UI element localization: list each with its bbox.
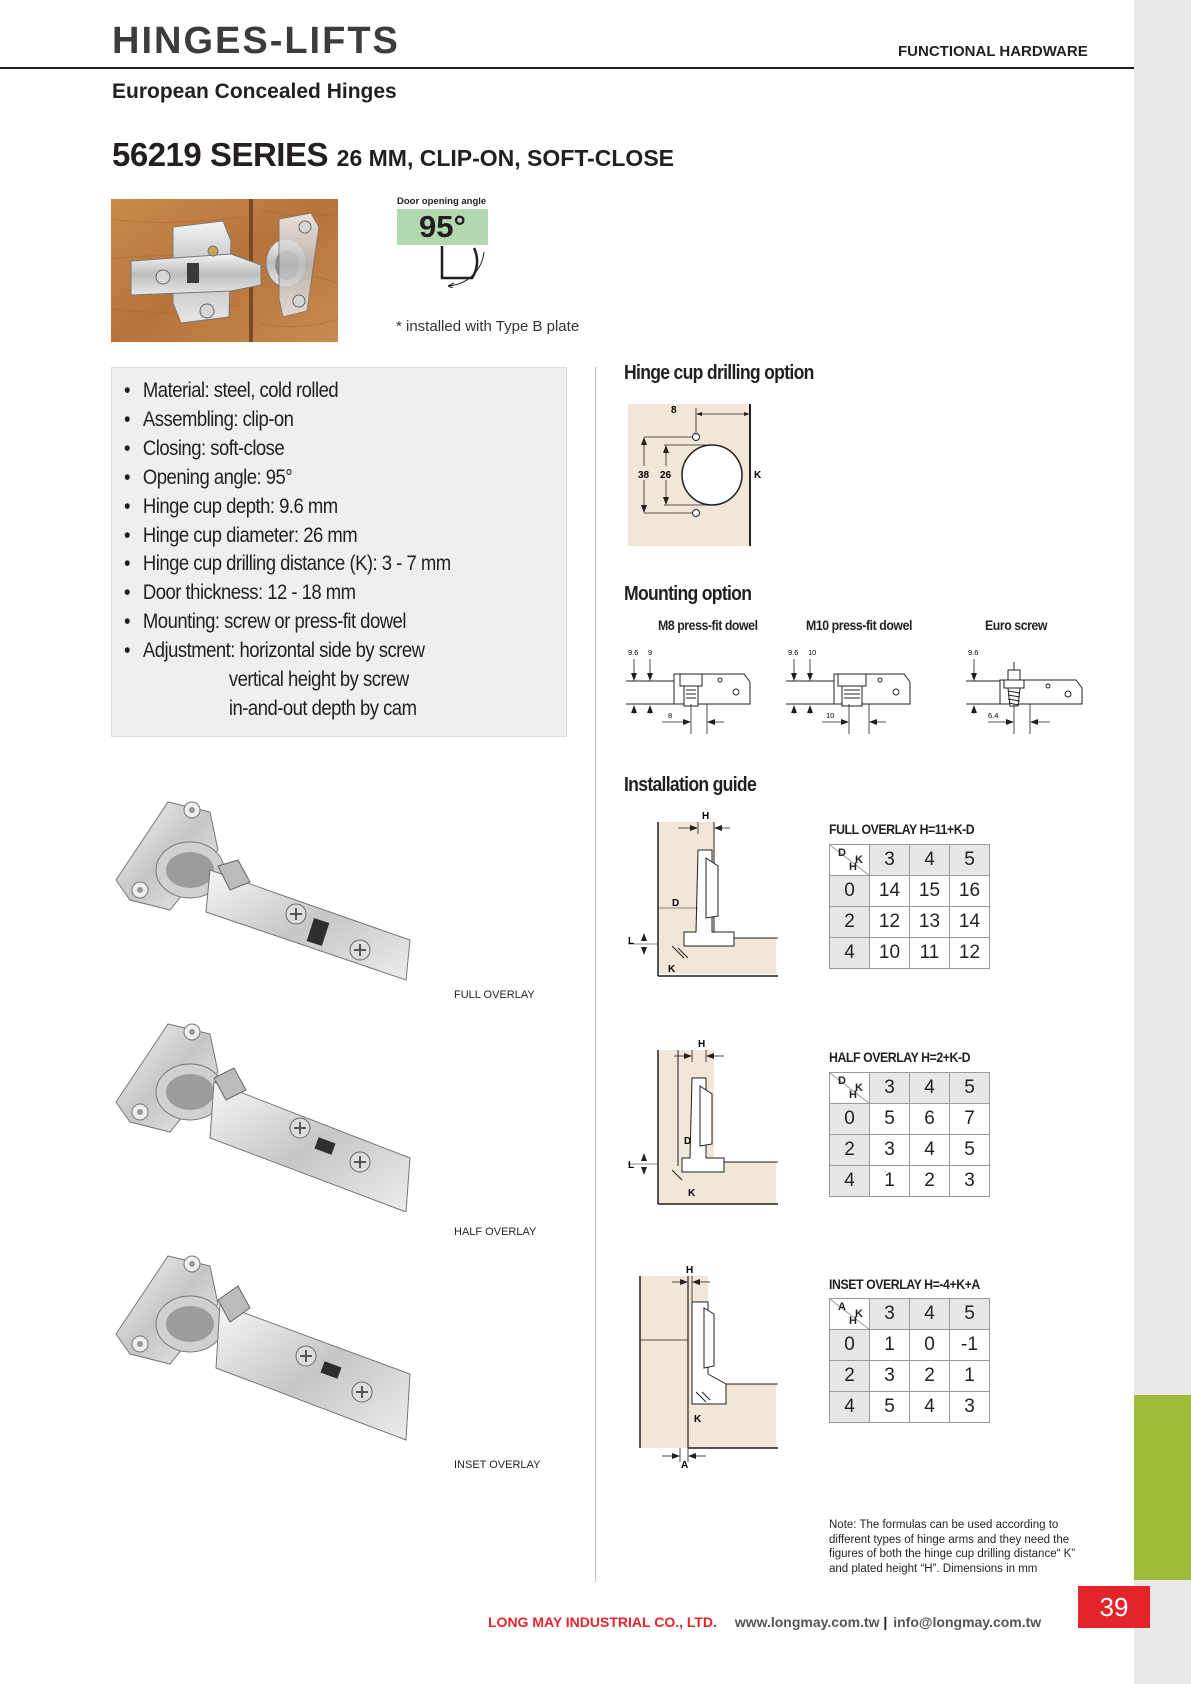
table-title: INSET OVERLAY H=-4+K+A	[829, 1276, 980, 1292]
page-title: HINGES-LIFTS	[112, 20, 400, 62]
table-header-cell: 3	[870, 845, 910, 876]
dim-d-label: D	[672, 898, 680, 909]
table-cell: 10	[870, 938, 910, 969]
spec-item-continued: vertical height by screw	[228, 667, 409, 692]
table-cell: 13	[910, 907, 950, 938]
table-cell: 0	[910, 1330, 950, 1361]
dim-label: 9.6	[968, 648, 979, 657]
inset-overlay-install-diagram	[622, 1262, 782, 1468]
table-cell: 5	[950, 1135, 990, 1166]
table-cell: 7	[950, 1104, 990, 1135]
overlay-caption: INSET OVERLAY	[454, 1459, 541, 1471]
side-gutter-accent	[1134, 1395, 1191, 1580]
spec-item: • Hinge cup diameter: 26 mm	[124, 521, 571, 550]
half-overlay-table	[829, 1072, 990, 1197]
half-overlay-install-diagram	[622, 1036, 782, 1212]
mount-option-label: M10 press-fit dowel	[806, 617, 912, 633]
spec-item: • Mounting: screw or press-fit dowel	[124, 607, 571, 636]
angle-value: 95°	[397, 209, 488, 245]
table-title: HALF OVERLAY H=2+K-D	[829, 1049, 971, 1065]
page-number: 39	[1078, 1586, 1150, 1628]
table-cell: 2	[910, 1361, 950, 1392]
spec-item: • Hinge cup drilling distance (K): 3 - 7 mm	[124, 549, 571, 578]
dim-h-label: H	[686, 1265, 694, 1276]
corner-top-label: D	[838, 1075, 846, 1087]
company-name: LONG MAY INDUSTRIAL CO., LTD.	[488, 1614, 717, 1630]
table-cell: 14	[870, 876, 910, 907]
dim-d-label: D	[684, 1136, 692, 1147]
table-row	[830, 876, 990, 907]
table-row	[830, 1330, 990, 1361]
table-header-cell: 5	[950, 845, 990, 876]
table-row-header: 0	[830, 1330, 870, 1361]
full-overlay-install-diagram	[622, 808, 782, 984]
dim-k-label: K	[688, 1188, 696, 1199]
table-row-header: 0	[830, 1104, 870, 1135]
spec-item: • Door thickness: 12 - 18 mm	[124, 578, 571, 607]
table-header-cell: 3	[870, 1299, 910, 1330]
table-cell: 1	[870, 1166, 910, 1197]
spec-item: • Material: steel, cold rolled	[124, 376, 571, 405]
corner-h-label: H	[849, 1089, 857, 1101]
table-row	[830, 1104, 990, 1135]
table-cell: 3	[950, 1166, 990, 1197]
table-corner	[830, 1073, 870, 1104]
corner-k-label: K	[855, 1082, 863, 1094]
table-header-cell: 3	[870, 1073, 910, 1104]
table-row	[830, 938, 990, 969]
email-link[interactable]: info@longmay.com.tw	[893, 1614, 1042, 1630]
dim-inner-label: 26	[660, 470, 672, 481]
dim-label: 10	[826, 711, 835, 720]
dim-a-label: A	[681, 1460, 689, 1468]
table-header-row	[830, 1073, 990, 1104]
corner-k-label: K	[855, 854, 863, 866]
table-cell: 2	[910, 1166, 950, 1197]
table-row-header: 4	[830, 1392, 870, 1423]
website-link[interactable]: www.longmay.com.tw	[734, 1614, 880, 1630]
table-cell: 12	[870, 907, 910, 938]
table-row-header: 4	[830, 1166, 870, 1197]
dim-outer-label: 38	[638, 470, 650, 481]
series-detail: 26 MM, CLIP-ON, SOFT-CLOSE	[336, 145, 675, 171]
table-header-row	[830, 845, 990, 876]
spec-list	[124, 376, 571, 723]
dim-h-label: H	[698, 1039, 706, 1050]
table-cell: -1	[950, 1330, 990, 1361]
mount-option-label: Euro screw	[985, 617, 1048, 633]
table-cell: 3	[950, 1392, 990, 1423]
corner-k-label: K	[855, 1308, 863, 1320]
corner-top-label: A	[838, 1301, 846, 1313]
mount-option-label: M8 press-fit dowel	[658, 617, 758, 633]
series-name: 56219 SERIES	[112, 136, 328, 173]
table-cell: 14	[950, 907, 990, 938]
subtitle: European Concealed Hinges	[112, 80, 397, 103]
table-header-cell: 4	[910, 845, 950, 876]
table-cell: 4	[910, 1392, 950, 1423]
inset-overlay-hinge-image	[110, 1244, 415, 1444]
plate-note: * installed with Type B plate	[396, 318, 580, 335]
table-header-cell: 4	[910, 1073, 950, 1104]
table-cell: 6	[910, 1104, 950, 1135]
mounting-title: Mounting option	[624, 583, 752, 605]
overlay-caption: HALF OVERLAY	[454, 1226, 537, 1238]
table-cell: 1	[870, 1330, 910, 1361]
corner-h-label: H	[849, 1315, 857, 1327]
dim-l-label: L	[628, 1160, 635, 1171]
dim-label: 9	[648, 648, 653, 657]
dim-k-label: K	[668, 964, 676, 975]
table-row-header: 0	[830, 876, 870, 907]
door-swing-icon	[432, 244, 496, 288]
table-corner	[830, 1299, 870, 1330]
column-divider	[595, 367, 596, 1582]
table-cell: 1	[950, 1361, 990, 1392]
table-header-cell: 5	[950, 1073, 990, 1104]
table-row-header: 2	[830, 1135, 870, 1166]
dim-label: 6.4	[988, 711, 999, 720]
m10-dowel-diagram	[784, 644, 914, 734]
table-header-cell: 5	[950, 1299, 990, 1330]
dim-top-label: 8	[671, 405, 677, 416]
table-header-row	[830, 1299, 990, 1330]
table-row-header: 2	[830, 907, 870, 938]
drilling-diagram	[626, 400, 766, 550]
section-label: FUNCTIONAL HARDWARE	[898, 43, 1088, 60]
spec-panel	[111, 367, 567, 737]
table-row	[830, 1166, 990, 1197]
footer	[488, 1614, 1041, 1630]
half-overlay-hinge-image	[110, 1012, 415, 1212]
dim-label: 8	[668, 711, 673, 720]
full-overlay-hinge-image	[110, 790, 415, 990]
table-header-cell: 4	[910, 1299, 950, 1330]
table-cell: 3	[870, 1361, 910, 1392]
table-row	[830, 907, 990, 938]
spec-item: • Adjustment: horizontal side by screw	[124, 636, 571, 665]
dim-label: 10	[808, 648, 817, 657]
hinge-photo	[111, 199, 338, 342]
inset-overlay-table	[829, 1298, 990, 1423]
series-title	[112, 136, 674, 174]
table-title: FULL OVERLAY H=11+K-D	[829, 821, 975, 837]
angle-label: Door opening angle	[397, 196, 487, 207]
corner-h-label: H	[849, 861, 857, 873]
header-rule	[0, 67, 1134, 69]
table-row	[830, 1392, 990, 1423]
table-cell: 3	[870, 1135, 910, 1166]
table-corner	[830, 845, 870, 876]
corner-top-label: D	[838, 847, 846, 859]
table-cell: 5	[870, 1392, 910, 1423]
table-cell: 4	[910, 1135, 950, 1166]
spec-item: • Closing: soft-close	[124, 434, 571, 463]
dim-k-label: K	[694, 1414, 702, 1425]
spec-item: • Assembling: clip-on	[124, 405, 571, 434]
table-row	[830, 1135, 990, 1166]
formula-note: Note: The formulas can be used according to different types of hinge arms and they need the figures of both the hinge cup drilling distance“ K” and plated height “H”. Dimensions in mm	[829, 1519, 1076, 1575]
table-cell: 12	[950, 938, 990, 969]
full-overlay-table	[829, 844, 990, 969]
table-cell: 16	[950, 876, 990, 907]
table-row-header: 2	[830, 1361, 870, 1392]
dim-label: 9.6	[628, 648, 639, 657]
spec-item: • Opening angle: 95°	[124, 463, 571, 492]
spec-item: • Hinge cup depth: 9.6 mm	[124, 492, 571, 521]
footer-separator: |	[883, 1614, 888, 1630]
drilling-title: Hinge cup drilling option	[624, 362, 814, 384]
spec-item-continued: in-and-out depth by cam	[228, 695, 417, 720]
dim-h-label: H	[702, 811, 710, 822]
euro-screw-diagram	[964, 644, 1090, 734]
dim-label: 9.6	[788, 648, 799, 657]
overlay-caption: FULL OVERLAY	[454, 989, 535, 1001]
table-cell: 11	[910, 938, 950, 969]
dim-l-label: L	[628, 936, 635, 947]
table-row	[830, 1361, 990, 1392]
table-row-header: 4	[830, 938, 870, 969]
installation-title: Installation guide	[624, 774, 757, 796]
table-cell: 15	[910, 876, 950, 907]
dim-k-label: K	[754, 470, 762, 481]
m8-dowel-diagram	[624, 644, 754, 734]
table-cell: 5	[870, 1104, 910, 1135]
